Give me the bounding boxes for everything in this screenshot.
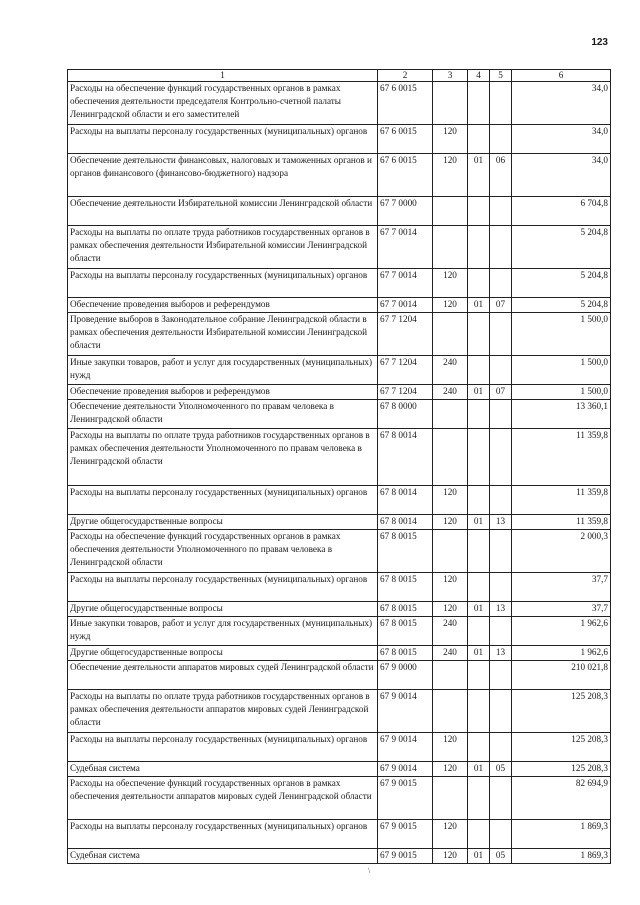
table-row	[68, 617, 611, 646]
row-code: 67 9 0014	[378, 762, 433, 777]
header-cell: 4	[468, 70, 490, 82]
row-rz: 01	[468, 762, 490, 777]
row-pr	[490, 530, 512, 573]
row-pr	[490, 313, 512, 356]
row-amount: 2 000,3	[512, 530, 611, 573]
row-vr: 120	[433, 733, 468, 762]
row-code: 67 9 0015	[378, 849, 433, 864]
row-amount: 1 500,0	[512, 313, 611, 356]
row-name: Расходы на обеспечение функций государственных органов в рамках обеспечения деятельности Уполномоченного по правам человека в Ленинградской области	[68, 530, 378, 573]
row-vr: 240	[433, 356, 468, 385]
row-pr: 13	[490, 646, 512, 661]
table-row	[68, 385, 611, 400]
row-code: 67 8 0014	[378, 429, 433, 486]
row-code: 67 9 0015	[378, 820, 433, 849]
row-code: 67 7 0014	[378, 298, 433, 313]
row-pr: 05	[490, 762, 512, 777]
row-code: 67 8 0015	[378, 530, 433, 573]
row-name: Обеспечение проведения выборов и референдумов	[68, 298, 378, 313]
row-name: Иные закупки товаров, работ и услуг для государственных (муниципальных) нужд	[68, 356, 378, 385]
row-name: Расходы на обеспечение функций государственных органов в рамках обеспечения деятельности председателя Контрольно-счетной палаты Ленинградской области и его заместителей	[68, 82, 378, 125]
row-amount: 125 208,3	[512, 690, 611, 733]
row-rz: 01	[468, 385, 490, 400]
row-name: Расходы на выплаты по оплате труда работников государственных органов в рамках обеспечения деятельности Избирательной комиссии Ленинградской области	[68, 226, 378, 269]
row-vr	[433, 429, 468, 486]
row-rz	[468, 197, 490, 226]
row-pr	[490, 269, 512, 298]
row-rz	[468, 429, 490, 486]
row-amount: 34,0	[512, 154, 611, 197]
table-row	[68, 602, 611, 617]
row-amount: 1 962,6	[512, 617, 611, 646]
row-code: 67 8 0014	[378, 515, 433, 530]
row-name: Расходы на выплаты персоналу государственных (муниципальных) органов	[68, 269, 378, 298]
row-name: Судебная система	[68, 849, 378, 864]
row-vr: 120	[433, 486, 468, 515]
row-vr	[433, 690, 468, 733]
row-code: 67 7 1204	[378, 385, 433, 400]
row-pr	[490, 429, 512, 486]
row-code: 67 8 0015	[378, 602, 433, 617]
row-amount: 82 694,9	[512, 777, 611, 820]
table-row	[68, 154, 611, 197]
row-vr	[433, 313, 468, 356]
row-code: 67 8 0015	[378, 573, 433, 602]
row-vr: 120	[433, 820, 468, 849]
row-vr: 120	[433, 762, 468, 777]
row-vr: 120	[433, 154, 468, 197]
row-pr	[490, 197, 512, 226]
row-pr	[490, 690, 512, 733]
row-amount: 37,7	[512, 602, 611, 617]
row-rz	[468, 530, 490, 573]
row-name: Расходы на выплаты персоналу государственных (муниципальных) органов	[68, 573, 378, 602]
row-name: Расходы на выплаты по оплате труда работников государственных органов в рамках обеспечения деятельности Уполномоченного по правам человека в Ленинградской области	[68, 429, 378, 486]
row-name: Обеспечение деятельности Уполномоченного по правам человека в Ленинградской области	[68, 400, 378, 429]
table-header-row	[68, 70, 611, 82]
row-code: 67 7 1204	[378, 313, 433, 356]
row-name: Обеспечение деятельности Избирательной комиссии Ленинградской области	[68, 197, 378, 226]
row-vr	[433, 400, 468, 429]
table-row	[68, 690, 611, 733]
row-vr: 120	[433, 573, 468, 602]
row-amount: 1 500,0	[512, 385, 611, 400]
row-pr	[490, 356, 512, 385]
row-rz: 01	[468, 849, 490, 864]
row-code: 67 8 0015	[378, 617, 433, 646]
row-vr	[433, 777, 468, 820]
table-row	[68, 486, 611, 515]
row-amount: 37,7	[512, 573, 611, 602]
row-vr: 120	[433, 515, 468, 530]
row-rz	[468, 313, 490, 356]
row-amount: 11 359,8	[512, 515, 611, 530]
row-name: Проведение выборов в Законодательное собрание Ленинградской области в рамках обеспечения деятельности Избирательной комиссии Ленинградской области	[68, 313, 378, 356]
row-amount: 210 021,8	[512, 661, 611, 690]
table-row	[68, 661, 611, 690]
row-pr: 07	[490, 385, 512, 400]
header-cell: 3	[433, 70, 468, 82]
budget-table	[67, 69, 611, 864]
table-row	[68, 400, 611, 429]
row-pr	[490, 125, 512, 154]
row-name: Обеспечение проведения выборов и референдумов	[68, 385, 378, 400]
row-rz	[468, 617, 490, 646]
row-vr: 120	[433, 298, 468, 313]
row-code: 67 7 0014	[378, 269, 433, 298]
row-vr	[433, 82, 468, 125]
row-rz	[468, 661, 490, 690]
row-vr: 240	[433, 617, 468, 646]
table-row	[68, 820, 611, 849]
table-row	[68, 226, 611, 269]
table-row	[68, 646, 611, 661]
row-amount: 1 962,6	[512, 646, 611, 661]
row-rz: 01	[468, 602, 490, 617]
row-rz	[468, 356, 490, 385]
table-row	[68, 313, 611, 356]
row-name: Обеспечение деятельности финансовых, налоговых и таможенных органов и органов финансового (финансово-бюджетного) надзора	[68, 154, 378, 197]
row-pr	[490, 486, 512, 515]
page-number: 123	[591, 37, 608, 48]
row-amount: 5 204,8	[512, 226, 611, 269]
row-pr	[490, 400, 512, 429]
row-code: 67 9 0014	[378, 690, 433, 733]
row-name: Расходы на выплаты персоналу государственных (муниципальных) органов	[68, 820, 378, 849]
row-rz: 01	[468, 515, 490, 530]
table-row	[68, 733, 611, 762]
table-row	[68, 82, 611, 125]
table-row	[68, 269, 611, 298]
row-vr: 120	[433, 125, 468, 154]
row-rz	[468, 400, 490, 429]
row-amount: 6 704,8	[512, 197, 611, 226]
row-code: 67 7 0000	[378, 197, 433, 226]
row-pr	[490, 617, 512, 646]
row-rz	[468, 82, 490, 125]
row-code: 67 9 0014	[378, 733, 433, 762]
row-rz	[468, 269, 490, 298]
row-amount: 34,0	[512, 125, 611, 154]
row-rz: 01	[468, 646, 490, 661]
row-rz	[468, 486, 490, 515]
row-pr	[490, 573, 512, 602]
row-rz: 01	[468, 154, 490, 197]
row-pr	[490, 733, 512, 762]
row-code: 67 8 0015	[378, 646, 433, 661]
header-cell: 6	[512, 70, 611, 82]
row-rz	[468, 690, 490, 733]
row-amount: 125 208,3	[512, 733, 611, 762]
row-code: 67 7 1204	[378, 356, 433, 385]
row-amount: 5 204,8	[512, 269, 611, 298]
row-rz	[468, 573, 490, 602]
table-row	[68, 573, 611, 602]
row-vr	[433, 226, 468, 269]
row-amount: 13 360,1	[512, 400, 611, 429]
row-vr: 240	[433, 646, 468, 661]
row-amount: 11 359,8	[512, 429, 611, 486]
header-cell: 5	[490, 70, 512, 82]
row-pr	[490, 661, 512, 690]
row-rz	[468, 226, 490, 269]
row-name: Иные закупки товаров, работ и услуг для государственных (муниципальных) нужд	[68, 617, 378, 646]
row-code: 67 6 0015	[378, 154, 433, 197]
row-pr	[490, 820, 512, 849]
row-vr: 120	[433, 602, 468, 617]
row-vr	[433, 197, 468, 226]
row-pr: 05	[490, 849, 512, 864]
row-rz: 01	[468, 298, 490, 313]
row-vr	[433, 661, 468, 690]
bottom-mark: \	[368, 866, 371, 875]
row-code: 67 9 0000	[378, 661, 433, 690]
row-name: Расходы на выплаты по оплате труда работников государственных органов в рамках обеспечения деятельности аппаратов мировых судей Ленинградской области	[68, 690, 378, 733]
row-rz	[468, 820, 490, 849]
row-rz	[468, 125, 490, 154]
row-pr: 13	[490, 602, 512, 617]
row-pr	[490, 777, 512, 820]
header-cell: 2	[378, 70, 433, 82]
row-name: Обеспечение деятельности аппаратов мировых судей Ленинградской области	[68, 661, 378, 690]
row-code: 67 9 0015	[378, 777, 433, 820]
table-row	[68, 197, 611, 226]
row-amount: 11 359,8	[512, 486, 611, 515]
row-name: Расходы на выплаты персоналу государственных (муниципальных) органов	[68, 733, 378, 762]
budget-table-body	[68, 70, 611, 864]
row-name: Другие общегосударственные вопросы	[68, 602, 378, 617]
row-vr: 120	[433, 849, 468, 864]
row-name: Другие общегосударственные вопросы	[68, 515, 378, 530]
row-code: 67 6 0015	[378, 82, 433, 125]
table-row	[68, 515, 611, 530]
row-amount: 34,0	[512, 82, 611, 125]
row-name: Другие общегосударственные вопросы	[68, 646, 378, 661]
row-pr	[490, 226, 512, 269]
row-vr: 120	[433, 269, 468, 298]
row-amount: 1 869,3	[512, 820, 611, 849]
header-cell: 1	[68, 70, 378, 82]
table-row	[68, 125, 611, 154]
table-row	[68, 356, 611, 385]
row-vr	[433, 530, 468, 573]
row-vr: 240	[433, 385, 468, 400]
row-amount: 1 869,3	[512, 849, 611, 864]
row-name: Расходы на выплаты персоналу государственных (муниципальных) органов	[68, 486, 378, 515]
table-row	[68, 530, 611, 573]
table-row	[68, 762, 611, 777]
table-row	[68, 298, 611, 313]
row-pr	[490, 82, 512, 125]
row-name: Расходы на обеспечение функций государственных органов в рамках обеспечения деятельности аппаратов мировых судей Ленинградской области	[68, 777, 378, 820]
row-name: Расходы на выплаты персоналу государственных (муниципальных) органов	[68, 125, 378, 154]
row-code: 67 7 0014	[378, 226, 433, 269]
row-rz	[468, 777, 490, 820]
row-amount: 1 500,0	[512, 356, 611, 385]
row-pr: 07	[490, 298, 512, 313]
row-amount: 125 208,3	[512, 762, 611, 777]
table-row	[68, 777, 611, 820]
row-pr: 06	[490, 154, 512, 197]
table-row	[68, 429, 611, 486]
table-row	[68, 849, 611, 864]
row-name: Судебная система	[68, 762, 378, 777]
row-rz	[468, 733, 490, 762]
row-pr: 13	[490, 515, 512, 530]
row-code: 67 8 0014	[378, 486, 433, 515]
row-amount: 5 204,8	[512, 298, 611, 313]
row-code: 67 6 0015	[378, 125, 433, 154]
row-code: 67 8 0000	[378, 400, 433, 429]
